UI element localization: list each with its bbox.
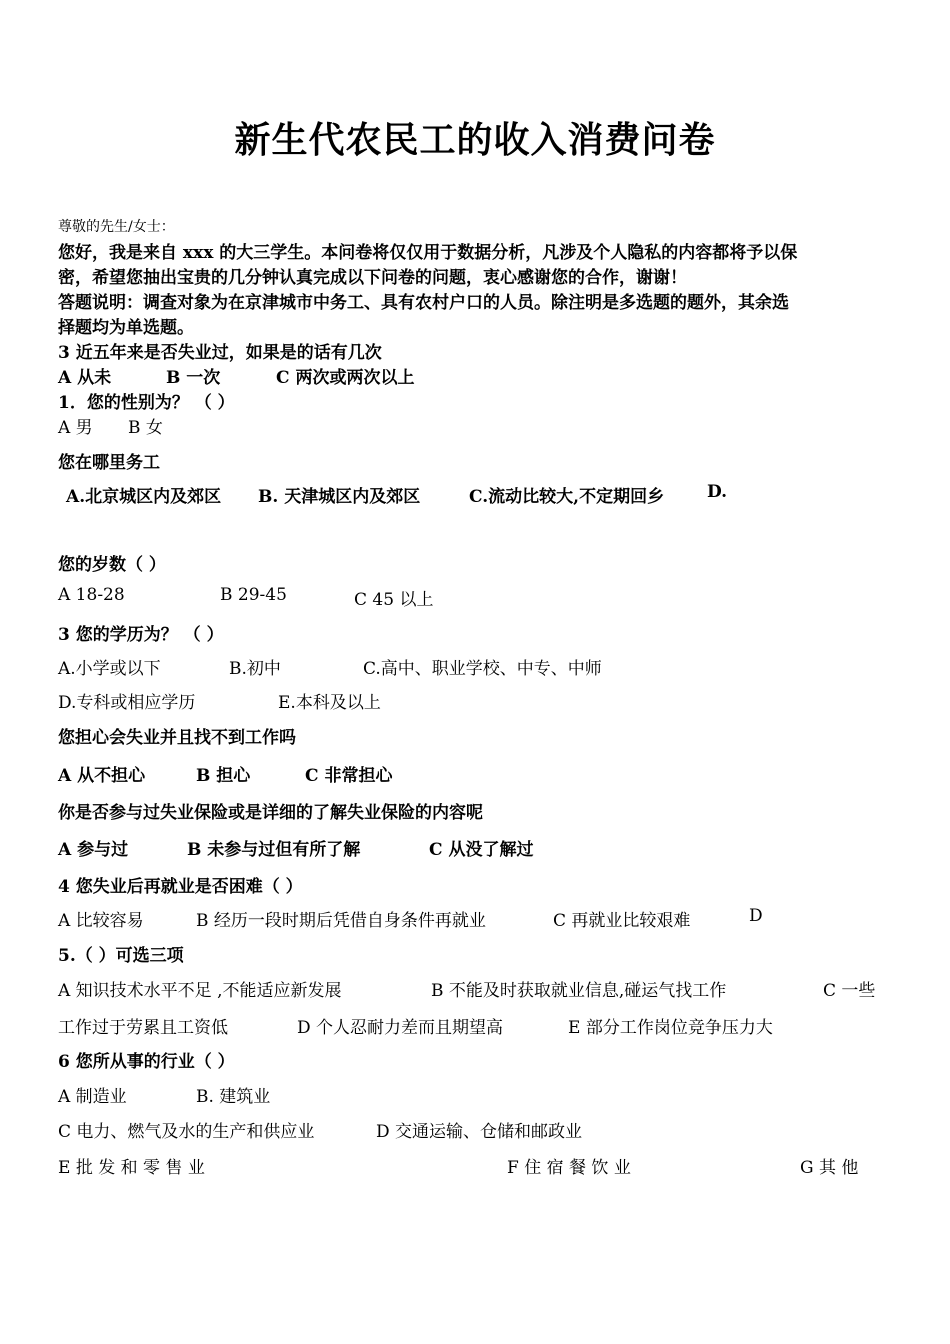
option-b[interactable]: B 29-45 bbox=[220, 585, 287, 605]
option-c[interactable]: C 电力、燃气及水的生产和供应业 bbox=[58, 1122, 315, 1142]
intro-line-1: 您好，我是来自 xxx 的大三学生。本问卷将仅仅用于数据分析，凡涉及个人隐私的内容都将予以保 bbox=[58, 243, 798, 263]
option-a[interactable]: A 从未 bbox=[58, 368, 112, 388]
option-d[interactable]: D. bbox=[707, 482, 728, 502]
question-location: 您在哪里务工 bbox=[58, 453, 160, 473]
option-e[interactable]: E 批 发 和 零 售 业 bbox=[58, 1158, 205, 1178]
option-a[interactable]: A 男 bbox=[58, 418, 93, 438]
option-a[interactable]: A 制造业 bbox=[58, 1087, 127, 1107]
option-b[interactable]: B. 天津城区内及郊区 bbox=[258, 487, 421, 507]
option-a[interactable]: A 比较容易 bbox=[58, 911, 144, 931]
option-a[interactable]: A 从不担心 bbox=[58, 766, 146, 786]
question-insurance: 你是否参与过失业保险或是详细的了解失业保险的内容呢 bbox=[58, 803, 483, 823]
option-b[interactable]: B 担心 bbox=[196, 766, 251, 786]
question-unemployed: 3 近五年来是否失业过，如果是的话有几次 bbox=[58, 343, 382, 363]
option-a[interactable]: A.北京城区内及郊区 bbox=[66, 487, 222, 507]
option-c[interactable]: C 非常担心 bbox=[305, 766, 393, 786]
document-title: 新生代农民工的收入消费问卷 bbox=[234, 119, 716, 161]
option-e[interactable]: E.本科及以上 bbox=[278, 693, 381, 713]
option-c[interactable]: C.高中、职业学校、中专、中师 bbox=[363, 659, 602, 679]
option-b[interactable]: B 未参与过但有所了解 bbox=[187, 840, 361, 860]
question-gender: 1．您的性别为？ （ ） bbox=[58, 393, 235, 413]
intro-line-2: 密，希望您抽出宝贵的几分钟认真完成以下问卷的问题，衷心感谢您的合作，谢谢！ bbox=[58, 268, 687, 288]
option-c[interactable]: C 两次或两次以上 bbox=[276, 368, 415, 388]
option-b[interactable]: B 一次 bbox=[166, 368, 221, 388]
option-c[interactable]: C 从没了解过 bbox=[429, 840, 534, 860]
option-a[interactable]: A.小学或以下 bbox=[58, 659, 161, 679]
intro-line-3: 答题说明：调查对象为在京津城市中务工、具有农村户口的人员。除注明是多选题的题外，其余选 bbox=[58, 293, 789, 313]
option-b[interactable]: B. 建筑业 bbox=[196, 1087, 271, 1107]
option-d[interactable]: D 个人忍耐力差而且期望高 bbox=[297, 1018, 504, 1038]
option-d[interactable]: D 交通运输、仓储和邮政业 bbox=[376, 1122, 583, 1142]
question-reasons: 5.（ ）可选三项 bbox=[58, 946, 184, 966]
option-c[interactable]: C.流动比较大,不定期回乡 bbox=[469, 487, 665, 507]
option-a[interactable]: A 知识技术水平不足 ,不能适应新发展 bbox=[58, 981, 342, 1001]
option-a[interactable]: A 参与过 bbox=[58, 840, 129, 860]
question-education: 3 您的学历为？ （ ） bbox=[58, 625, 224, 645]
option-c[interactable]: C 45 以上 bbox=[354, 590, 434, 610]
option-c-continued: 工作过于劳累且工资低 bbox=[58, 1018, 228, 1038]
option-b[interactable]: B 经历一段时期后凭借自身条件再就业 bbox=[196, 911, 486, 931]
option-d[interactable]: D bbox=[749, 906, 763, 926]
option-c[interactable]: C 一些 bbox=[823, 981, 876, 1001]
option-b[interactable]: B 女 bbox=[128, 418, 163, 438]
question-age: 您的岁数（ ） bbox=[58, 555, 166, 575]
option-d[interactable]: D.专科或相应学历 bbox=[58, 693, 196, 713]
option-g[interactable]: G 其 他 bbox=[800, 1158, 859, 1178]
option-b[interactable]: B.初中 bbox=[229, 659, 281, 679]
option-c[interactable]: C 再就业比较艰难 bbox=[553, 911, 691, 931]
question-worry: 您担心会失业并且找不到工作吗 bbox=[58, 728, 296, 748]
option-b[interactable]: B 不能及时获取就业信息,碰运气找工作 bbox=[431, 981, 727, 1001]
option-f[interactable]: F 住 宿 餐 饮 业 bbox=[507, 1158, 631, 1178]
option-e[interactable]: E 部分工作岗位竞争压力大 bbox=[568, 1018, 773, 1038]
intro-line-4: 择题均为单选题。 bbox=[58, 318, 194, 338]
question-industry: 6 您所从事的行业（ ） bbox=[58, 1052, 235, 1072]
question-reemploy: 4 您失业后再就业是否困难（ ） bbox=[58, 877, 303, 897]
greeting: 尊敬的先生/女士： bbox=[58, 219, 175, 235]
option-a[interactable]: A 18-28 bbox=[58, 585, 125, 605]
